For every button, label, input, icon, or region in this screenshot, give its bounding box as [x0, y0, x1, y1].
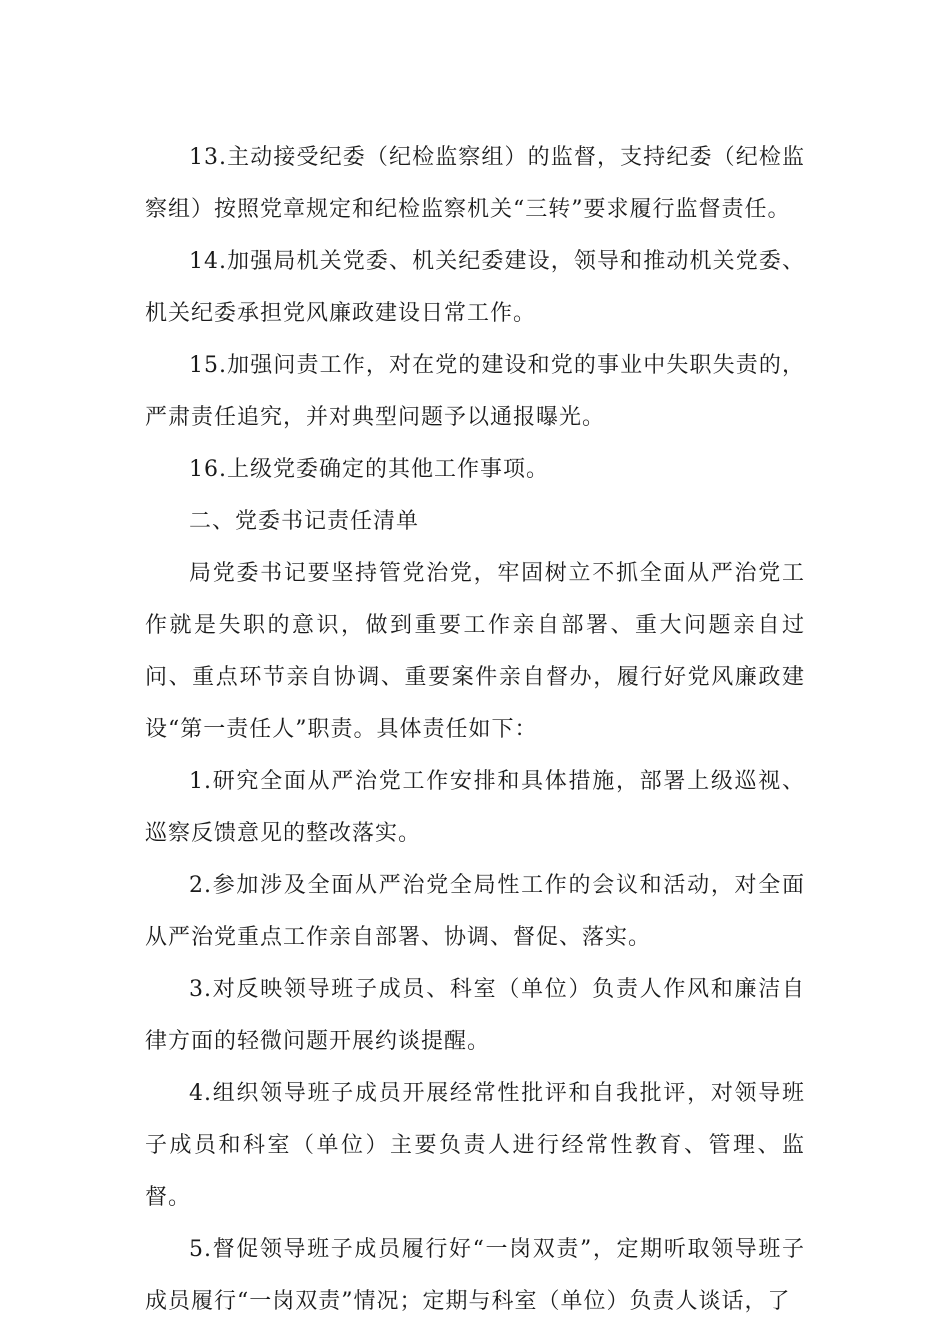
paragraph-item-1: 1.研究全面从严治党工作安排和具体措施，部署上级巡视、巡察反馈意见的整改落实。	[145, 769, 805, 846]
paragraph-item-16: 16.上级党委确定的其他工作事项。	[189, 457, 549, 482]
paragraph-item-14: 14.加强局机关党委、机关纪委建设，领导和推动机关党委、机关纪委承担党风廉政建设日常工作。	[145, 249, 805, 326]
document-body	[145, 132, 805, 1328]
paragraph-item-5: 5.督促领导班子成员履行好“一岗双责”，定期听取领导班子成员履行“一岗双责”情况；定期与科室（单位）负责人谈话，了	[145, 1237, 805, 1314]
paragraph-item-3: 3.对反映领导班子成员、科室（单位）负责人作风和廉洁自律方面的轻微问题开展约谈提醒。	[145, 977, 805, 1054]
paragraph-item-2: 2.参加涉及全面从严治党全局性工作的会议和活动，对全面从严治党重点工作亲自部署、协调、督促、落实。	[145, 873, 805, 950]
section-heading: 二、党委书记责任清单	[189, 509, 420, 534]
section-intro: 局党委书记要坚持管党治党，牢固树立不抓全面从严治党工作就是失职的意识，做到重要工作亲自部署、重大问题亲自过问、重点环节亲自协调、重要案件亲自督办，履行好党风廉政建设“第一责任人”职责。具体责任如下：	[145, 561, 805, 742]
paragraph-item-15: 15.加强问责工作，对在党的建设和党的事业中失职失责的，严肃责任追究，并对典型问题予以通报曝光。	[145, 353, 805, 430]
paragraph-item-13: 13.主动接受纪委（纪检监察组）的监督，支持纪委（纪检监察组）按照党章规定和纪检监察机关“三转”要求履行监督责任。	[145, 145, 805, 222]
paragraph-item-4: 4.组织领导班子成员开展经常性批评和自我批评，对领导班子成员和科室（单位）主要负责人进行经常性教育、管理、监督。	[145, 1081, 805, 1210]
